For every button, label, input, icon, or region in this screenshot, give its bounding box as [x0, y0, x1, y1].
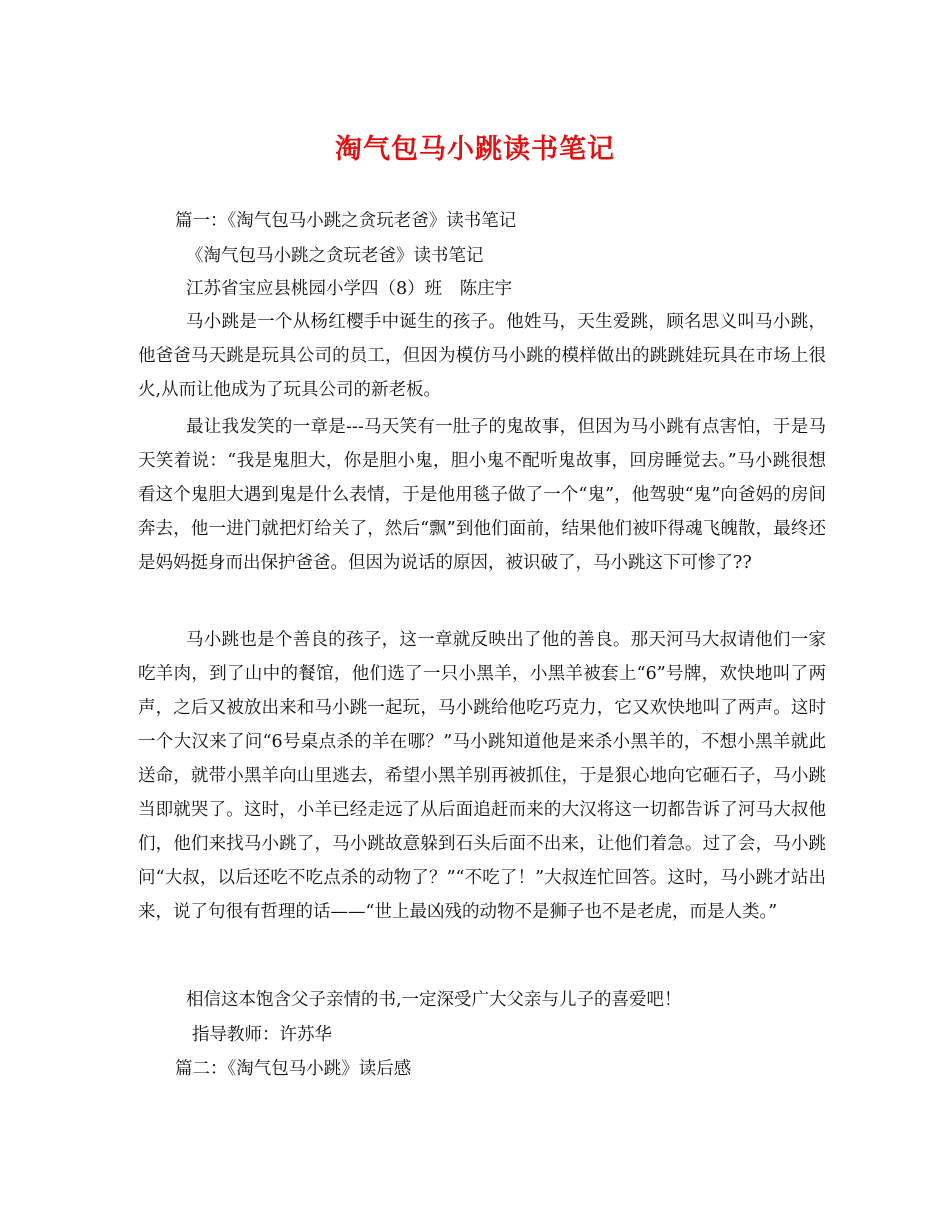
author-line: 江苏省宝应县桃园小学四（8）班 陈庄宇 [186, 279, 513, 299]
document-title: 淘气包马小跳读书笔记 [335, 134, 615, 165]
essay-title: 《淘气包马小跳之贪玩老爸》读书笔记 [186, 246, 484, 266]
paragraph-kindness-chapter: 马小跳也是个善良的孩子，这一章就反映出了他的善良。那天河马大叔请他们一家吃羊肉，到了山中的餐馆，他们选了一只小黑羊，小黑羊被套上“6”号牌，欢快地叫了两声，之后又被放出来和马小跳一起玩，马小跳给他吃巧克力，它又欢快地叫了两声。这时一个大汉来了问“6号桌点杀的羊在哪？”马小跳知道他是来杀小黑羊的，不想小黑羊就此送命，就带小黑羊向山里逃去，希望小黑羊别再被抓住，于是狠心地向它砸石子，马小跳当即就哭了。这时，小羊已经走远了从后面追赶而来的大汉将这一切都告诉了河马大叔他们，他们来找马小跳了，马小跳故意躲到石头后面不出来，让他们着急。过了会，马小跳问“大叔，以后还吃不吃点杀的动物了？”“不吃了！”大叔连忙回答。这时，马小跳才站出来，说了句很有哲理的话——“世上最凶残的动物不是狮子也不是老虎，而是人类。” [138, 630, 826, 922]
closing-line: 相信这本饱含父子亲情的书,一定深受广大父亲与儿子的喜爱吧！ [186, 990, 682, 1010]
paragraph-funny-chapter: 最让我发笑的一章是---马天笑有一肚子的鬼故事，但因为马小跳有点害怕，于是马天笑着说：“我是鬼胆大，你是胆小鬼，胆小鬼不配听鬼故事，回房睡觉去。”马小跳很想看这个鬼胆大遇到鬼是什么表情，于是他用毯子做了一个“鬼”，他驾驶“鬼”向爸妈的房间奔去，他一进门就把灯给关了，然后“飘”到他们面前，结果他们被吓得魂飞魄散，最终还是妈妈挺身而出保护爸爸。但因为说话的原因，被识破了，马小跳这下可惨了?? [138, 417, 826, 573]
section-two-heading: 篇二：《淘气包马小跳》读后感 [175, 1059, 412, 1079]
paragraph-intro: 马小跳是一个从杨红樱手中诞生的孩子。他姓马，天生爱跳，顾名思义叫马小跳，他爸爸马天跳是玩具公司的员工，但因为模仿马小跳的模样做出的跳跳娃玩具在市场上很火,从而让他成为了玩具公司的新老板。 [138, 312, 826, 400]
section-one-heading: 篇一：《淘气包马小跳之贪玩老爸》读书笔记 [175, 211, 517, 231]
teacher-line: 指导教师：许苏华 [192, 1025, 332, 1045]
